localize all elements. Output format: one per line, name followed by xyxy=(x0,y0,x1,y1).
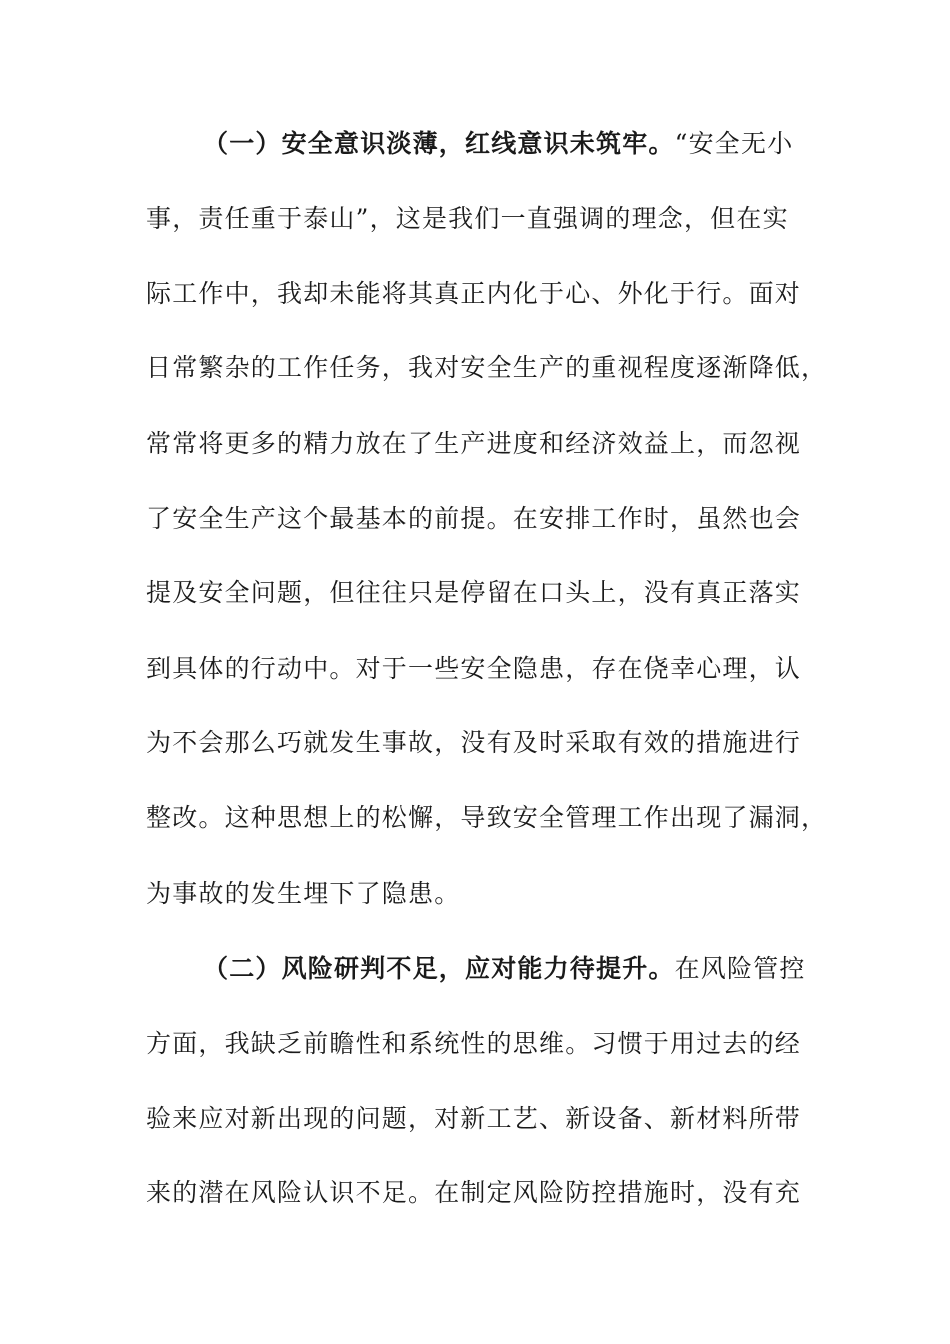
section-2-line-1-text: 在风险管控 xyxy=(674,954,806,983)
paragraph-2-line-3: 验来应对新出现的问题，对新工艺、新设备、新材料所带 xyxy=(146,1104,802,1133)
paragraph-1-line-11: 为事故的发生埋下了隐患。 xyxy=(146,879,461,908)
section-2-heading: （二）风险研判不足，应对能力待提升。 xyxy=(203,954,675,983)
paragraph-1-line-6: 了安全生产这个最基本的前提。在安排工作时，虽然也会 xyxy=(146,504,802,533)
section-1-line-1-text: “安全无小 xyxy=(674,129,794,158)
paragraph-1-line-2: 事，责任重于泰山”，这是我们一直强调的理念，但在实 xyxy=(146,204,789,233)
paragraph-1-line-4: 日常繁杂的工作任务，我对安全生产的重视程度逐渐降低， xyxy=(146,353,828,382)
paragraph-2-line-1 xyxy=(203,953,873,985)
paragraph-2-line-4: 来的潜在风险认识不足。在制定风险防控措施时，没有充 xyxy=(146,1178,802,1207)
paragraph-1-line-7: 提及安全问题，但往往只是停留在口头上，没有真正落实 xyxy=(146,578,802,607)
paragraph-1-line-3: 际工作中，我却未能将其真正内化于心、外化于行。面对 xyxy=(146,279,802,308)
paragraph-1-line-5: 常常将更多的精力放在了生产进度和经济效益上，而忽视 xyxy=(146,429,802,458)
section-1-heading: （一）安全意识淡薄，红线意识未筑牢。 xyxy=(203,129,675,158)
paragraph-1-line-8: 到具体的行动中。对于一些安全隐患，存在侥幸心理，认 xyxy=(146,654,802,683)
paragraph-1-line-1 xyxy=(203,128,873,160)
paragraph-2-line-2: 方面，我缺乏前瞻性和系统性的思维。习惯于用过去的经 xyxy=(146,1029,802,1058)
paragraph-1-line-9: 为不会那么巧就发生事故，没有及时采取有效的措施进行 xyxy=(146,728,802,757)
paragraph-1-line-10: 整改。这种思想上的松懈，导致安全管理工作出现了漏洞， xyxy=(146,803,828,832)
